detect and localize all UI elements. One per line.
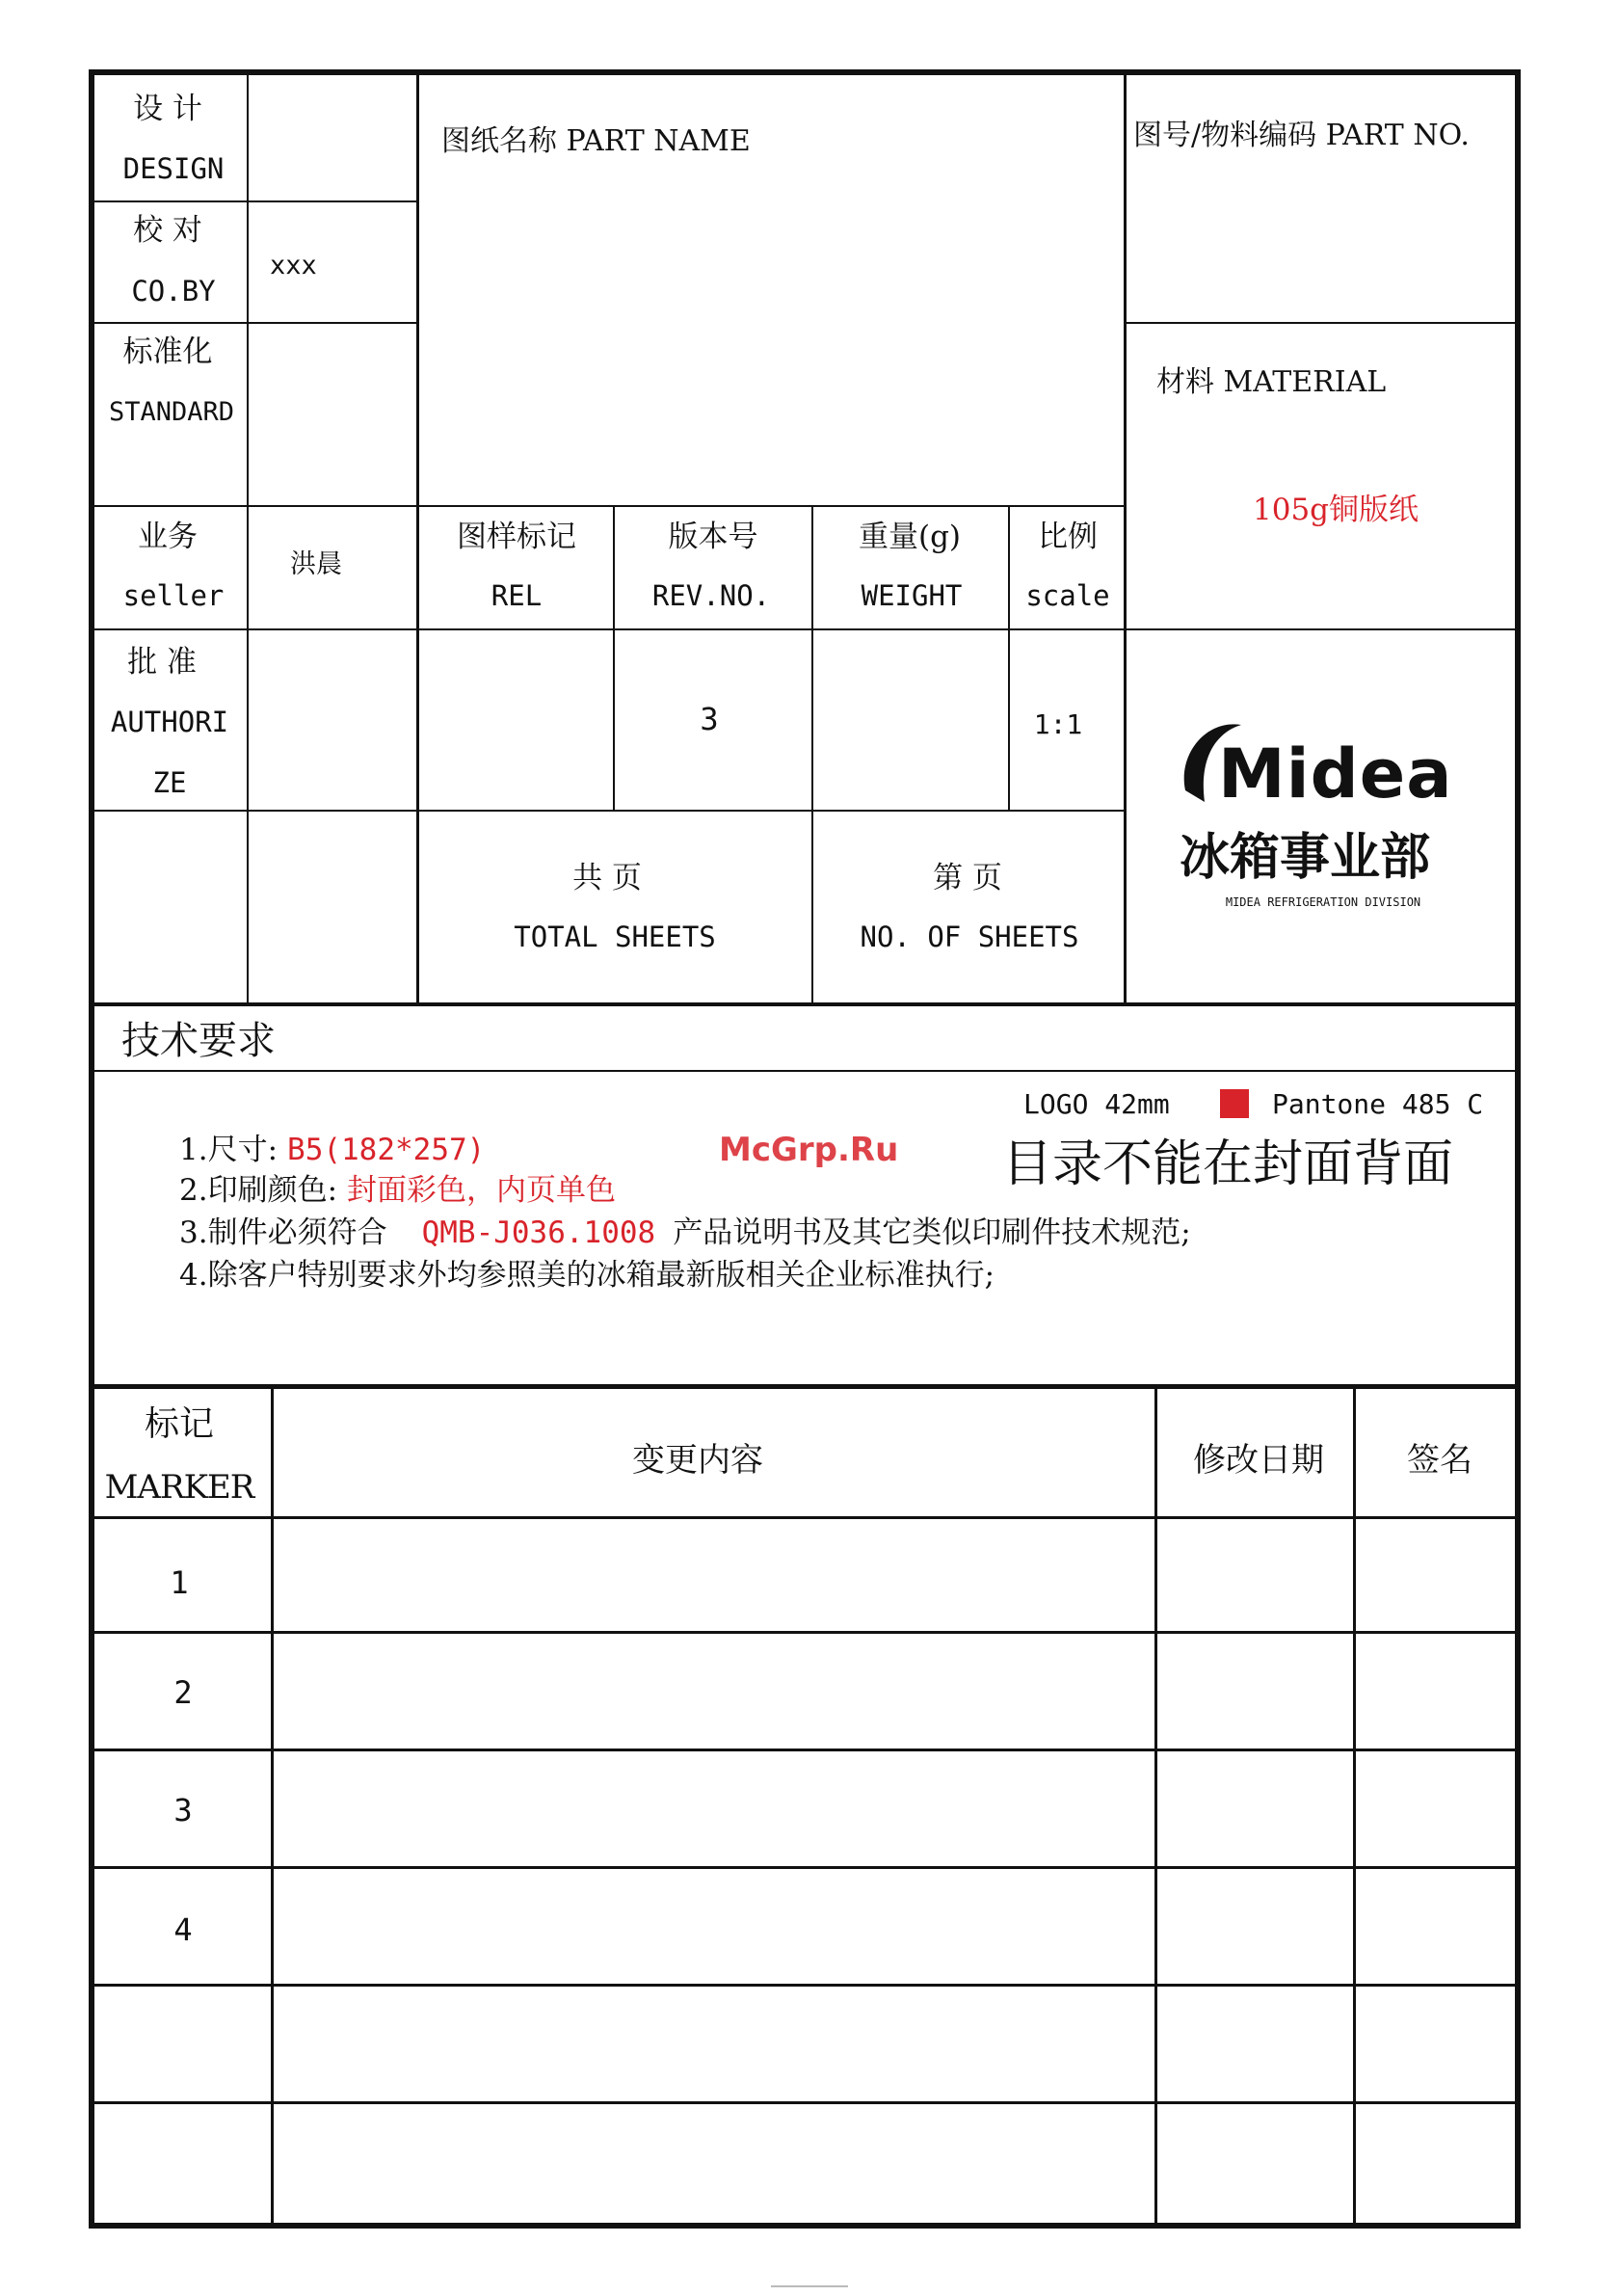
rel-label-cn: 图样标记 [457, 520, 576, 554]
rev-no-label-cn: 版本号 [668, 520, 758, 554]
border-bottom [89, 2223, 1521, 2229]
line [1008, 505, 1010, 810]
line [416, 75, 419, 1002]
tech-requirements-heading: 技术要求 [121, 1019, 276, 1063]
border-right [1515, 69, 1521, 2229]
line [94, 1749, 1515, 1751]
line [94, 322, 416, 324]
total-sheets-label-cn: 共 页 [572, 861, 642, 895]
requirement-3-prefix: 3.制件必须符合 [179, 1215, 387, 1250]
header-modify-date: 修改日期 [1193, 1441, 1324, 1480]
part-no-label: 图号/物料编码 PART NO. [1133, 119, 1470, 152]
requirement-1 [179, 1135, 485, 1165]
midea-division-en: MIDEA REFRIGERATION DIVISION [1225, 895, 1421, 909]
line [94, 1516, 1515, 1519]
line [1353, 1388, 1356, 2223]
header-marker-cn: 标记 [144, 1404, 215, 1444]
material-label: 材料 MATERIAL [1156, 365, 1387, 399]
requirement-4 [179, 1258, 995, 1293]
seller-value: 洪晨 [290, 549, 342, 579]
material-value: 105g铜版纸 [1253, 493, 1419, 527]
checked-label-en: CO.BY [131, 275, 216, 307]
requirement-2 [179, 1173, 617, 1208]
line [94, 1866, 1515, 1869]
design-label-cn: 设 计 [133, 92, 202, 126]
table-row-marker: 1 [170, 1564, 189, 1601]
line [1124, 75, 1127, 1002]
pantone-swatch [1220, 1089, 1249, 1118]
line [811, 505, 813, 1002]
checked-value: xxx [270, 251, 317, 280]
line [94, 810, 1126, 812]
watermark: McGrp.Ru [719, 1131, 899, 1169]
requirement-2-value: 封面彩色，内页单色 [347, 1173, 617, 1208]
header-marker-en: MARKER [104, 1468, 254, 1507]
design-label-en: DESIGN [122, 152, 225, 185]
line [94, 1984, 1515, 1987]
line [94, 2101, 1515, 2104]
line [94, 1384, 1515, 1389]
rev-no-label-en: REV.NO. [651, 579, 771, 612]
total-sheets-label-en: TOTAL SHEETS [514, 921, 716, 953]
rev-no-value: 3 [700, 701, 719, 737]
line [271, 1388, 274, 2223]
scale-label-cn: 比例 [1038, 520, 1098, 554]
page-footer-mark [771, 2285, 848, 2287]
requirement-3-suffix: 产品说明书及其它类似印刷件技术规范; [673, 1215, 1191, 1250]
line [94, 1631, 1515, 1634]
part-name-label: 图纸名称 PART NAME [441, 124, 751, 158]
standard-label-en: STANDARD [108, 397, 235, 427]
seller-label-en: seller [122, 579, 225, 612]
requirement-1-value: B5(182*257) [287, 1133, 486, 1167]
authorize-label-en-2: ZE [152, 766, 187, 799]
table-row-marker: 2 [173, 1674, 193, 1711]
line [94, 200, 416, 202]
header-signature: 签名 [1407, 1441, 1472, 1480]
pantone-label: Pantone 485 C [1272, 1088, 1484, 1120]
requirement-4-prefix: 4.除客户特别要求外均参照美的冰箱最新版相关企业标准执行; [179, 1258, 995, 1293]
big-note: 目录不能在封面背面 [1002, 1135, 1454, 1193]
requirement-3 [179, 1215, 1191, 1250]
authorize-label-cn: 批 准 [127, 645, 197, 680]
logo-spec: LOGO 42mm [1023, 1088, 1170, 1120]
midea-logo-word: Midea [1218, 734, 1453, 814]
line [1154, 1388, 1157, 2223]
midea-division-cn: 冰箱事业部 [1180, 829, 1431, 887]
authorize-label-en-1: AUTHORI [110, 706, 229, 738]
seller-label-cn: 业务 [138, 520, 198, 554]
line [94, 505, 1126, 507]
border-left [89, 69, 94, 2229]
requirement-1-prefix: 1.尺寸: [179, 1133, 279, 1167]
weight-label-en: WEIGHT [861, 579, 963, 612]
line [1126, 322, 1515, 324]
scale-value: 1:1 [1033, 708, 1083, 740]
sheet-no-label-cn: 第 页 [933, 861, 1002, 895]
requirement-3-code: QMB-J036.1008 [421, 1215, 656, 1250]
rel-label-en: REL [491, 579, 543, 612]
scale-label-en: scale [1025, 579, 1110, 612]
requirement-2-prefix: 2.印刷颜色: [179, 1173, 338, 1208]
table-row-marker: 4 [173, 1911, 193, 1948]
checked-label-cn: 校 对 [133, 213, 202, 248]
table-row-marker: 3 [173, 1792, 193, 1829]
line [94, 1002, 1515, 1006]
standard-label-cn: 标准化 [122, 334, 213, 369]
weight-label-cn: 重量(g) [858, 520, 962, 554]
line [94, 628, 1515, 630]
line [613, 505, 615, 810]
header-change-content: 变更内容 [632, 1441, 763, 1480]
sheet-no-label-en: NO. OF SHEETS [860, 921, 1079, 953]
line [94, 1070, 1515, 1072]
border-top [89, 69, 1521, 75]
line [247, 75, 249, 1002]
